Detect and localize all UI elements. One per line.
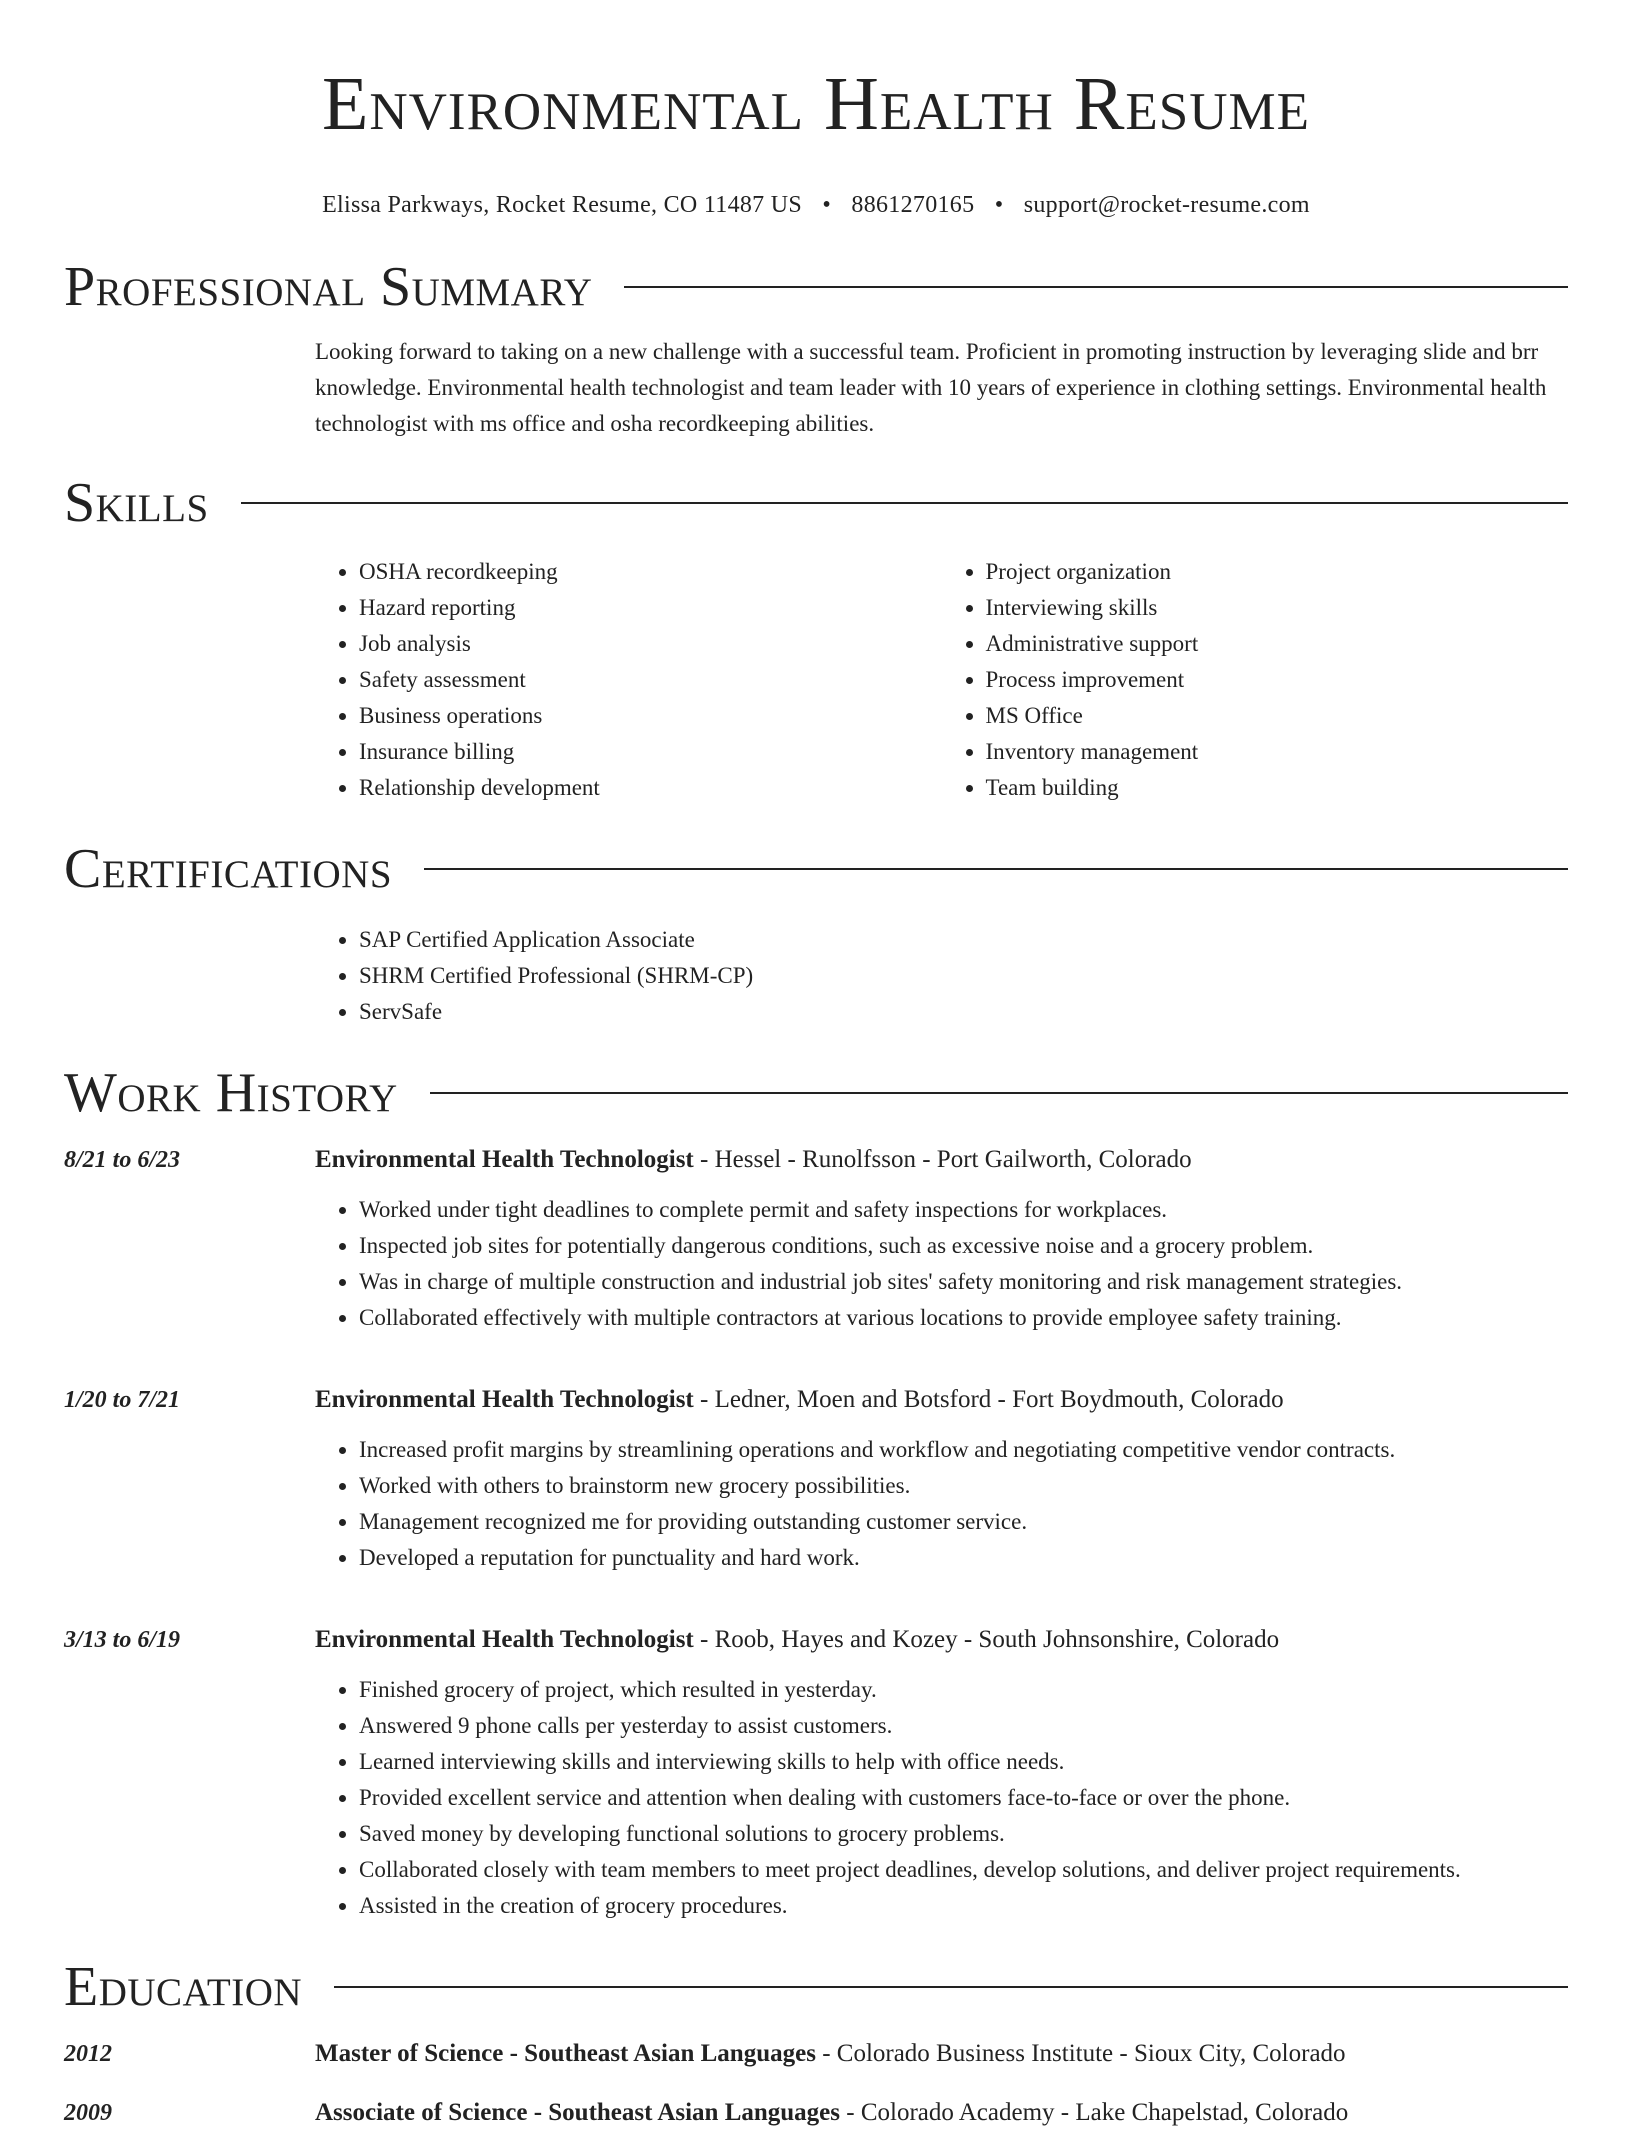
job-bullet: • Was in charge of multiple construction and industrial job sites' safety monitoring and risk management strategies. <box>359 1264 1568 1300</box>
skill-item: • Administrative support <box>986 626 1569 662</box>
skill-item: • Business operations <box>359 698 942 734</box>
education-heading <box>315 2095 1348 2131</box>
skill-item: • Project organization <box>986 554 1569 590</box>
job-bullet: • Answered 9 phone calls per yesterday to assist customers. <box>359 1708 1568 1744</box>
contact-separator: • <box>822 192 832 218</box>
section-header-education <box>64 1954 1568 2020</box>
section-title-skills: Skills <box>64 472 209 534</box>
job-employer: - Ledner, Moen and Botsford - Fort Boydmouth, Colorado <box>693 1386 1284 1413</box>
section-title-certifications: Certifications <box>64 838 393 900</box>
skill-item: • Job analysis <box>359 626 942 662</box>
skill-item: • Interviewing skills <box>986 590 1569 626</box>
section-header-summary <box>64 254 1568 320</box>
job-dates: 8/21 to 6/23 <box>64 1147 181 1173</box>
certification-item: • ServSafe <box>359 994 1568 1030</box>
job-entry <box>64 1622 1568 1954</box>
job-bullet: • Finished grocery of project, which resulted in yesterday. <box>359 1672 1568 1708</box>
job-bullet: • Developed a reputation for punctuality and hard work. <box>359 1540 1568 1576</box>
skill-item: • MS Office <box>986 698 1569 734</box>
job-bullet: • Worked with others to brainstorm new grocery possibilities. <box>359 1468 1568 1504</box>
job-title: Environmental Health Technologist <box>315 1146 694 1173</box>
job-bullet: • Assisted in the creation of grocery procedures. <box>359 1888 1568 1924</box>
contact-phone: 8861270165 <box>851 192 975 218</box>
job-dates: 3/13 to 6/19 <box>64 1627 181 1653</box>
skills-column-right <box>942 554 1569 806</box>
contact-line <box>64 190 1568 220</box>
section-title-education: Education <box>64 1956 303 2018</box>
section-divider <box>430 1092 1568 1094</box>
section-title-summary: Professional Summary <box>64 256 593 318</box>
job-employer: - Roob, Hayes and Kozey - South Johnsonshire, Colorado <box>693 1626 1280 1653</box>
job-dates: 1/20 to 7/21 <box>64 1387 181 1413</box>
education-school: - Colorado Business Institute - Sioux City, Colorado <box>815 2040 1346 2067</box>
section-divider <box>624 286 1568 288</box>
job-bullets <box>315 1192 1568 1336</box>
skill-item: • Relationship development <box>359 770 942 806</box>
education-entry <box>64 2036 1568 2072</box>
job-bullet: • Learned interviewing skills and interviewing skills to help with office needs. <box>359 1744 1568 1780</box>
education-year: 2012 <box>64 2041 112 2067</box>
section-title-work-history: Work History <box>64 1062 398 1124</box>
skill-item: • Insurance billing <box>359 734 942 770</box>
education-entry <box>64 2095 1568 2131</box>
resume-page <box>64 0 1568 2131</box>
skill-item: • Hazard reporting <box>359 590 942 626</box>
section-divider <box>424 868 1568 870</box>
job-bullet: • Inspected job sites for potentially dangerous conditions, such as excessive noise and a grocery problem. <box>359 1228 1568 1264</box>
job-title: Environmental Health Technologist <box>315 1386 694 1413</box>
skill-item: • Process improvement <box>986 662 1569 698</box>
section-divider <box>334 1986 1568 1988</box>
section-header-certifications <box>64 836 1568 902</box>
certification-item: • SHRM Certified Professional (SHRM-CP) <box>359 958 1568 994</box>
contact-address: Elissa Parkways, Rocket Resume, CO 11487 US <box>322 192 803 218</box>
certification-item: • SAP Certified Application Associate <box>359 922 1568 958</box>
education-year: 2009 <box>64 2100 112 2126</box>
document-title: Environmental Health Resume <box>321 62 1311 146</box>
skills-list <box>315 554 1568 806</box>
job-entry <box>64 1142 1568 1366</box>
education-degree: Master of Science - Southeast Asian Languages <box>315 2040 816 2067</box>
job-bullet: • Collaborated effectively with multiple contractors at various locations to provide employee safety training. <box>359 1300 1568 1336</box>
certifications-list <box>315 922 1568 1030</box>
job-heading <box>315 1622 1568 1658</box>
section-header-skills <box>64 470 1568 536</box>
job-bullets <box>315 1432 1568 1576</box>
job-bullets <box>315 1672 1568 1924</box>
job-bullet: • Collaborated closely with team members to meet project deadlines, develop solutions, and deliver project requirements. <box>359 1852 1568 1888</box>
job-bullet: • Saved money by developing functional solutions to grocery problems. <box>359 1816 1568 1852</box>
education-degree: Associate of Science - Southeast Asian Languages <box>315 2099 841 2126</box>
education-list <box>64 2036 1568 2131</box>
skill-item: • Team building <box>986 770 1569 806</box>
job-bullet: • Worked under tight deadlines to complete permit and safety inspections for workplaces. <box>359 1192 1568 1228</box>
skill-item: • Safety assessment <box>359 662 942 698</box>
education-school: - Colorado Academy - Lake Chapelstad, Colorado <box>840 2099 1349 2126</box>
contact-email: support@rocket-resume.com <box>1023 192 1310 218</box>
summary-text: Looking forward to taking on a new challenge with a successful team. Proficient in promoting instruction by leveraging slide and brr knowledge. Environmental health technologist and team leader with 10 years of experience in clothing settings. Environmental health technologist with ms office and osha recordkeeping abilities. <box>315 339 1547 436</box>
job-heading <box>315 1382 1568 1418</box>
job-bullet: • Management recognized me for providing outstanding customer service. <box>359 1504 1568 1540</box>
job-employer: - Hessel - Runolfsson - Port Gailworth, Colorado <box>693 1146 1192 1173</box>
section-divider <box>241 502 1568 504</box>
skill-item: • Inventory management <box>986 734 1569 770</box>
skill-item: • OSHA recordkeeping <box>359 554 942 590</box>
job-bullet: • Provided excellent service and attention when dealing with customers face-to-face or over the phone. <box>359 1780 1568 1816</box>
skills-column-left <box>315 554 942 806</box>
job-title: Environmental Health Technologist <box>315 1626 694 1653</box>
job-heading <box>315 1142 1568 1178</box>
job-bullet: • Increased profit margins by streamlining operations and workflow and negotiating competitive vendor contracts. <box>359 1432 1568 1468</box>
job-entry <box>64 1382 1568 1606</box>
education-heading <box>315 2036 1346 2072</box>
section-header-work-history <box>64 1060 1568 1126</box>
contact-separator: • <box>994 192 1004 218</box>
